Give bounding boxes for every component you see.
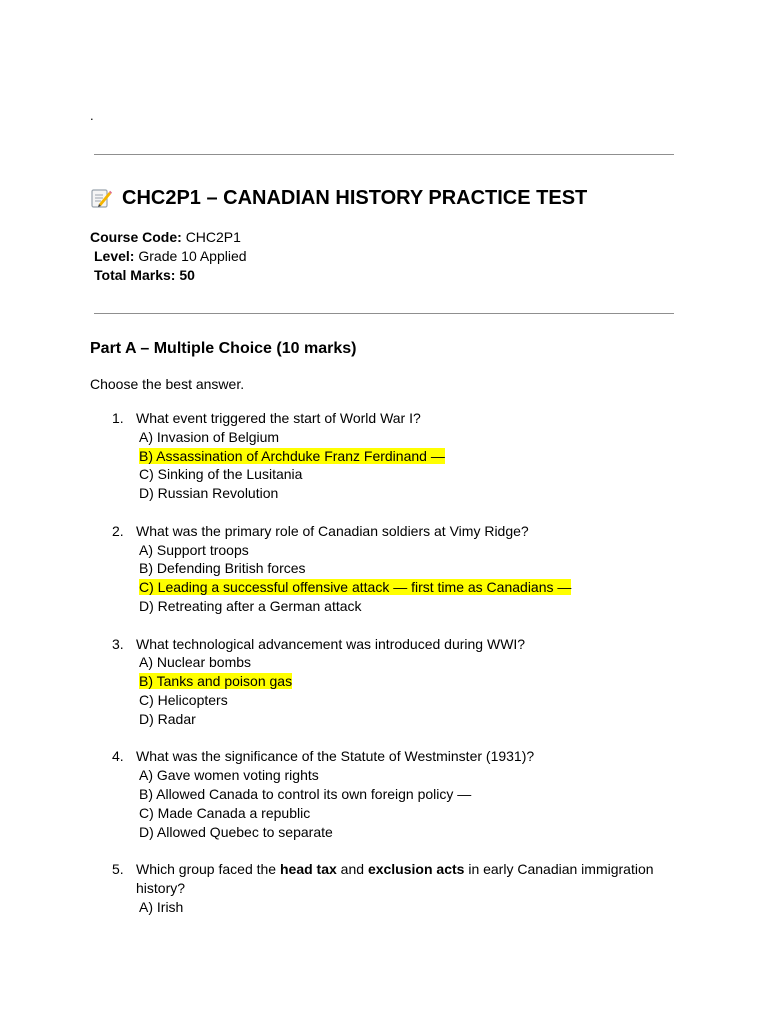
option-b xyxy=(136,559,768,578)
option-c xyxy=(136,465,768,484)
question-5 xyxy=(0,860,768,916)
horizontal-divider-top xyxy=(94,154,674,155)
question-number: 1. xyxy=(112,410,124,426)
option-text: D) Allowed Quebec to separate xyxy=(139,823,333,840)
question-stem xyxy=(136,860,656,898)
total-marks-value: 50 xyxy=(179,267,195,283)
option-a xyxy=(136,898,768,917)
question-stem: What technological advancement was introduced during WWI? xyxy=(136,635,526,652)
option-d xyxy=(136,823,768,842)
question-4 xyxy=(0,747,768,841)
question-3 xyxy=(0,635,768,729)
option-text: A) Gave women voting rights xyxy=(139,767,319,784)
option-text: C) Made Canada a republic xyxy=(139,804,311,821)
page-title xyxy=(90,184,587,212)
total-marks-label: Total Marks: xyxy=(94,267,176,283)
option-text: B) Defending British forces xyxy=(139,560,306,577)
question-number: 3. xyxy=(112,635,124,652)
option-text: D) Radar xyxy=(139,710,196,727)
option-text: D) Russian Revolution xyxy=(139,485,279,502)
option-text: A) Irish xyxy=(139,898,184,915)
option-a xyxy=(136,766,768,785)
option-text: B) Allowed Canada to control its own foreign policy — xyxy=(139,785,472,802)
option-text: A) Nuclear bombs xyxy=(139,654,252,671)
stem-bold-exclusion-acts: exclusion acts xyxy=(367,861,465,878)
highlighted-answer: B) Assassination of Archduke Franz Ferdinand — xyxy=(139,447,445,464)
option-b xyxy=(136,785,768,804)
stem-bold-head-tax: head tax xyxy=(279,861,337,878)
memo-icon xyxy=(90,187,112,209)
option-a xyxy=(136,653,768,672)
question-stem: What was the primary role of Canadian soldiers at Vimy Ridge? xyxy=(136,522,529,539)
option-c xyxy=(136,804,768,823)
option-d xyxy=(136,484,768,503)
stem-text: Which group faced the xyxy=(136,861,280,878)
question-stem: What event triggered the start of World War I? xyxy=(136,410,421,426)
option-a xyxy=(136,541,768,560)
question-1 xyxy=(0,409,768,503)
option-text: A) Invasion of Belgium xyxy=(139,428,280,445)
option-c-correct xyxy=(136,578,768,597)
course-code-label: Course Code: xyxy=(90,229,182,245)
highlighted-answer: B) Tanks and poison gas xyxy=(139,673,293,690)
option-d xyxy=(136,710,768,729)
course-meta xyxy=(90,228,247,285)
part-a-heading: Part A – Multiple Choice (10 marks) xyxy=(90,340,357,357)
option-c xyxy=(136,691,768,710)
highlighted-answer: C) Leading a successful offensive attack — first time as Canadians — xyxy=(139,579,572,596)
question-list xyxy=(0,409,768,935)
question-number: 2. xyxy=(112,522,124,539)
option-b-correct xyxy=(136,672,768,691)
page-title-text: CHC2P1 – CANADIAN HISTORY PRACTICE TEST xyxy=(122,187,588,209)
option-text: C) Helicopters xyxy=(139,691,228,708)
option-text: D) Retreating after a German attack xyxy=(139,597,362,614)
question-stem: What was the significance of the Statute of Westminster (1931)? xyxy=(136,748,535,765)
stray-dot: . xyxy=(90,108,94,123)
option-a xyxy=(136,428,768,447)
stem-text: and xyxy=(336,861,368,878)
level-label: Level: xyxy=(94,248,135,264)
total-marks-row xyxy=(90,266,247,285)
option-text: C) Sinking of the Lusitania xyxy=(139,466,303,483)
part-a-instructions: Choose the best answer. xyxy=(90,376,245,392)
level-row xyxy=(90,247,247,266)
horizontal-divider-middle xyxy=(94,313,674,314)
level-value: Grade 10 Applied xyxy=(138,248,247,264)
question-number: 4. xyxy=(112,748,124,765)
option-d xyxy=(136,597,768,616)
question-2 xyxy=(0,522,768,616)
question-number: 5. xyxy=(112,861,124,878)
option-text: A) Support troops xyxy=(139,541,249,558)
course-code-value: CHC2P1 xyxy=(185,229,241,245)
stem-text: in early Canadian immigration history? xyxy=(136,861,654,896)
option-b-correct xyxy=(136,447,768,466)
course-code-row xyxy=(90,228,247,247)
